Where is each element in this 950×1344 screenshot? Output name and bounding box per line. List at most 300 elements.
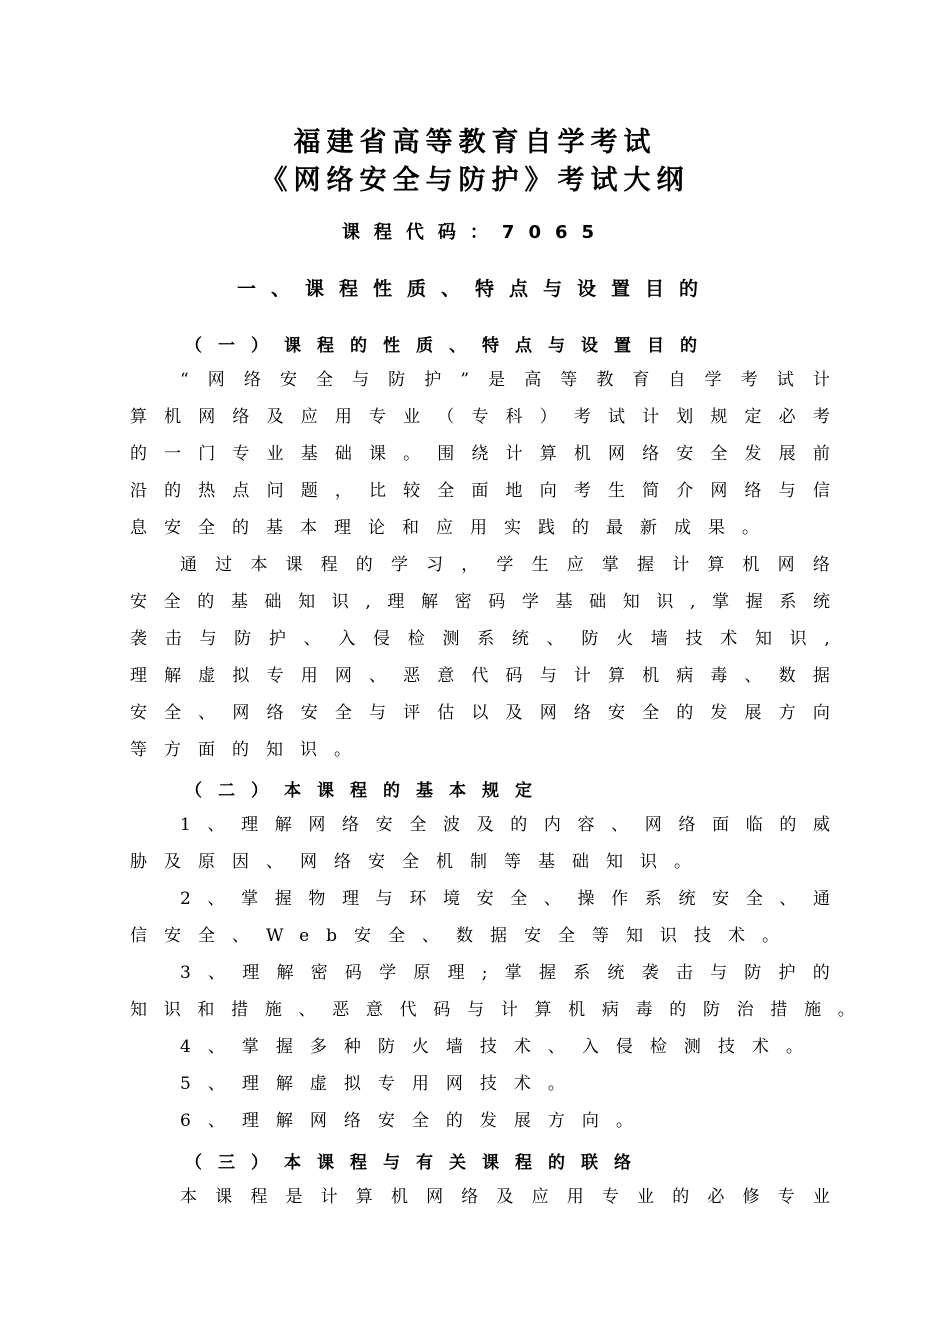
glyph: 简 (642, 481, 660, 501)
glyph: 墙 (445, 1037, 480, 1057)
glyph: 术 (720, 629, 738, 649)
paragraph-line (180, 1184, 830, 1210)
glyph: 比 (368, 481, 386, 501)
glyph: 统 (607, 963, 625, 983)
glyph: 安 (676, 444, 694, 464)
glyph: 通 (180, 555, 197, 575)
glyph: , (690, 592, 696, 612)
glyph: 专 (601, 1187, 619, 1207)
glyph: 生 (531, 555, 549, 575)
paragraph-line (130, 997, 855, 1023)
glyph: 、 (422, 926, 457, 946)
glyph: 向 (581, 1111, 616, 1131)
glyph: 理 (130, 666, 147, 686)
glyph: 与 (368, 703, 386, 723)
glyph: 、 (232, 926, 266, 946)
glyph: 的 (130, 444, 147, 464)
paragraph-line (130, 478, 830, 504)
glyph: 术 (751, 1037, 786, 1057)
glyph: 育 (632, 370, 650, 390)
glyph: 的 (672, 1187, 690, 1207)
glyph: 机 (642, 666, 660, 686)
glyph: 介 (676, 481, 694, 501)
glyph: 密 (454, 592, 472, 612)
glyph: 及 (496, 1187, 514, 1207)
glyph: 发 (744, 444, 762, 464)
glyph: 握 (275, 1037, 310, 1057)
glyph: 等 (130, 740, 164, 760)
glyph: 考 (573, 481, 591, 501)
glyph: 威 (813, 815, 830, 835)
glyph: 基 (555, 592, 573, 612)
glyph: 系 (779, 592, 797, 612)
glyph: 代 (471, 666, 489, 686)
glyph: 安 (712, 889, 730, 909)
glyph: 袭 (130, 629, 147, 649)
glyph: 络 (232, 407, 250, 427)
glyph: 环 (409, 889, 427, 909)
glyph: 理 (241, 1111, 276, 1131)
glyph: 络 (642, 444, 660, 464)
paragraph-line (180, 1108, 650, 1134)
glyph: 多 (309, 1037, 344, 1057)
glyph: 及 (164, 852, 198, 872)
glyph: 专 (232, 444, 250, 464)
glyph: 的 (355, 555, 373, 575)
glyph: 络 (744, 481, 762, 501)
paragraph-line (130, 441, 830, 467)
glyph: 握 (538, 963, 556, 983)
glyph: 算 (534, 1000, 552, 1020)
glyph: 课 (285, 555, 303, 575)
glyph: 络 (342, 815, 360, 835)
glyph: 与 (352, 370, 370, 390)
glyph: 地 (505, 481, 523, 501)
glyph: 全 (558, 926, 593, 946)
glyph: 展 (778, 444, 796, 464)
glyph: 安 (354, 926, 389, 946)
glyph: 必 (707, 1187, 725, 1207)
glyph: 考 (740, 370, 758, 390)
glyph: 护 (424, 370, 442, 390)
glyph: 的 (812, 963, 830, 983)
glyph: 及 (266, 407, 284, 427)
glyph: 。 (674, 852, 708, 872)
glyph: 网 (426, 1187, 444, 1207)
glyph: 课 (215, 1187, 233, 1207)
glyph: 与 (199, 629, 217, 649)
glyph: 全 (198, 926, 232, 946)
glyph: 计 (505, 444, 523, 464)
glyph: 防 (744, 963, 762, 983)
glyph: 、 (368, 666, 386, 686)
glyph: 过 (215, 555, 233, 575)
glyph: 络 (266, 703, 284, 723)
glyph: 学 (379, 963, 397, 983)
glyph: 识 (163, 1000, 181, 1020)
glyph: 网 (710, 481, 728, 501)
glyph: 展 (744, 703, 762, 723)
glyph: 专 (471, 407, 489, 427)
glyph: 网 (334, 666, 352, 686)
glyph: 发 (710, 703, 728, 723)
glyph: 网 (308, 815, 326, 835)
glyph: 意 (365, 1000, 383, 1020)
glyph: 高 (524, 370, 542, 390)
glyph: 本 (250, 555, 268, 575)
glyph: 全 (316, 370, 334, 390)
glyph: 解 (275, 1111, 310, 1131)
subsection-heading-2: （二）本课程的基本规定 (185, 781, 548, 801)
glyph: 理 (241, 1074, 276, 1094)
glyph: 、 (744, 666, 762, 686)
glyph: 计 (642, 407, 660, 427)
glyph: 全 (164, 703, 182, 723)
glyph: 网 (777, 555, 795, 575)
glyph: 、 (543, 889, 561, 909)
glyph: 的 (510, 815, 528, 835)
glyph: 果 (708, 518, 742, 538)
glyph: 络 (573, 703, 591, 723)
glyph: 检 (407, 629, 425, 649)
glyph: 治 (736, 1000, 754, 1020)
paragraph-line (180, 960, 830, 986)
glyph: 识 (331, 592, 349, 612)
glyph: 专 (777, 1187, 795, 1207)
glyph: 业 (637, 1187, 655, 1207)
glyph: 数 (456, 926, 491, 946)
paragraph-line (130, 737, 830, 763)
glyph: 、 (207, 815, 225, 835)
glyph: 4 (180, 1037, 208, 1057)
glyph: 措 (770, 1000, 788, 1020)
glyph: 击 (164, 629, 182, 649)
glyph: 础 (264, 592, 282, 612)
glyph: 术 (513, 1074, 548, 1094)
glyph: 试 (776, 370, 794, 390)
paragraph-line (180, 367, 830, 393)
glyph: 、 (198, 703, 216, 723)
glyph: 、 (207, 1074, 242, 1094)
glyph: 实 (504, 518, 538, 538)
glyph: 安 (524, 926, 559, 946)
glyph: 及 (505, 703, 523, 723)
glyph: （ (437, 407, 455, 427)
glyph: 握 (745, 592, 763, 612)
paragraph-line (180, 1034, 820, 1060)
glyph: 识 (300, 740, 334, 760)
glyph: 专 (266, 666, 284, 686)
glyph: 全 (710, 444, 728, 464)
glyph: 知 (754, 629, 772, 649)
glyph: 术 (513, 1037, 548, 1057)
glyph: , (824, 629, 830, 649)
glyph: , (365, 592, 371, 612)
glyph: 掌 (712, 592, 730, 612)
glyph: 、 (547, 1037, 582, 1057)
glyph: 计 (500, 1000, 518, 1020)
paragraph-line (130, 849, 830, 875)
glyph: 识 (640, 852, 674, 872)
glyph: 专 (368, 407, 386, 427)
glyph: 安 (164, 926, 198, 946)
glyph: 3 (180, 963, 191, 983)
glyph: 展 (513, 1111, 548, 1131)
glyph: 络 (678, 815, 696, 835)
glyph: 。 (403, 444, 421, 464)
glyph: 6 (180, 1111, 208, 1131)
glyph: 毒 (710, 666, 728, 686)
glyph: 及 (476, 815, 494, 835)
glyph: ） (539, 407, 557, 427)
glyph: 应 (436, 518, 470, 538)
glyph: 的 (676, 703, 694, 723)
glyph: 通 (813, 889, 830, 909)
glyph: 应 (566, 555, 584, 575)
glyph: 解 (164, 666, 182, 686)
glyph: 题 (300, 481, 318, 501)
glyph: 的 (779, 815, 797, 835)
title-line-1: 福建省高等教育自学考试 (293, 127, 657, 158)
glyph: 与 (467, 1000, 485, 1020)
glyph: 制 (470, 852, 504, 872)
glyph: 以 (471, 703, 489, 723)
glyph: 码 (488, 592, 506, 612)
glyph: 掌 (601, 555, 619, 575)
glyph: 解 (275, 1074, 310, 1094)
glyph: 技 (479, 1037, 514, 1057)
glyph: 毒 (635, 1000, 653, 1020)
glyph: 的 (232, 518, 266, 538)
glyph: 网 (644, 815, 662, 835)
glyph: 网 (539, 703, 557, 723)
glyph: 全 (411, 1111, 446, 1131)
glyph: 论 (368, 518, 402, 538)
glyph: 和 (197, 1000, 215, 1020)
glyph: 、 (207, 1111, 242, 1131)
glyph: 科 (505, 407, 523, 427)
glyph: 热 (198, 481, 216, 501)
glyph: 础 (589, 592, 607, 612)
glyph: 用 (566, 1187, 584, 1207)
glyph: ” (460, 370, 470, 390)
glyph: 全 (198, 518, 232, 538)
glyph: 络 (461, 1187, 479, 1207)
glyph: 算 (130, 407, 147, 427)
title-line-2: 《网络安全与防护》考试大纲 (260, 165, 690, 196)
glyph: 安 (130, 703, 147, 723)
glyph: 措 (231, 1000, 249, 1020)
glyph: 成 (674, 518, 708, 538)
glyph: 前 (812, 444, 830, 464)
glyph: 5 (180, 1074, 208, 1094)
glyph: 点 (232, 481, 250, 501)
glyph: 解 (276, 963, 294, 983)
glyph: 、 (298, 1000, 316, 1020)
glyph: 机 (390, 1187, 408, 1207)
glyph: 方 (164, 740, 198, 760)
glyph: 病 (676, 666, 694, 686)
glyph: 是 (488, 370, 506, 390)
glyph: 作 (611, 889, 629, 909)
glyph: 考 (812, 407, 830, 427)
glyph: 恶 (403, 666, 421, 686)
glyph: 安 (279, 370, 297, 390)
glyph: 统 (511, 629, 529, 649)
glyph: 知 (606, 852, 640, 872)
glyph: 密 (310, 963, 328, 983)
glyph: 的 (669, 1000, 687, 1020)
glyph: 据 (812, 666, 830, 686)
glyph: 防 (581, 629, 599, 649)
glyph: 全 (163, 592, 181, 612)
glyph: 统 (812, 592, 830, 612)
glyph: 理 (241, 815, 259, 835)
glyph: 知 (266, 740, 300, 760)
glyph: 施 (804, 1000, 822, 1020)
glyph: 护 (268, 629, 286, 649)
glyph: 解 (274, 815, 292, 835)
glyph: 习 (426, 555, 444, 575)
glyph: 术 (728, 926, 763, 946)
glyph: 等 (592, 926, 627, 946)
glyph: 握 (274, 889, 292, 909)
glyph: 程 (320, 555, 338, 575)
glyph: 向 (539, 481, 557, 501)
glyph: ， (334, 481, 352, 501)
glyph: 应 (531, 1187, 549, 1207)
glyph: 、 (303, 629, 321, 649)
glyph: 网 (445, 1074, 480, 1094)
glyph: 业 (812, 1187, 830, 1207)
paragraph-line (130, 515, 830, 541)
glyph: 技 (685, 629, 703, 649)
glyph: 测 (683, 1037, 718, 1057)
glyph: 意 (437, 666, 455, 686)
glyph: 安 (164, 518, 198, 538)
glyph: 入 (581, 1037, 616, 1057)
glyph: 袭 (641, 963, 659, 983)
glyph: 火 (616, 629, 634, 649)
glyph: 基 (538, 852, 572, 872)
glyph: “ (180, 370, 189, 390)
glyph: 计 (672, 555, 690, 575)
glyph: 方 (778, 703, 796, 723)
glyph: 、 (611, 815, 629, 835)
glyph: 络 (812, 555, 830, 575)
glyph: 网 (607, 444, 625, 464)
glyph: 知 (130, 1000, 147, 1020)
glyph: 知 (622, 592, 640, 612)
glyph: Web (266, 926, 355, 946)
glyph: 侵 (373, 629, 391, 649)
glyph: 虚 (309, 1074, 344, 1094)
glyph: 全 (388, 926, 423, 946)
glyph: ， (461, 555, 479, 575)
glyph: 学 (390, 555, 408, 575)
glyph: 息 (130, 518, 164, 538)
glyph: 识 (660, 926, 695, 946)
glyph: 评 (403, 703, 421, 723)
glyph: 拟 (232, 666, 250, 686)
glyph: 掌 (504, 963, 522, 983)
glyph: 技 (694, 926, 729, 946)
glyph: 的 (164, 481, 182, 501)
glyph: 问 (266, 481, 284, 501)
glyph: 规 (710, 407, 728, 427)
glyph: 一 (164, 444, 182, 464)
glyph: 识 (656, 592, 674, 612)
glyph: 全 (642, 703, 660, 723)
glyph: 理 (342, 889, 360, 909)
glyph: 络 (334, 852, 368, 872)
glyph: 码 (344, 963, 362, 983)
section-heading-1: 一、课程性质、特点与设置目的 (236, 278, 713, 300)
glyph: 修 (742, 1187, 760, 1207)
glyph: 知 (626, 926, 661, 946)
glyph: 波 (442, 815, 460, 835)
glyph: 物 (308, 889, 326, 909)
glyph: 专 (377, 1074, 412, 1094)
glyph: 全 (745, 889, 763, 909)
glyph: 据 (490, 926, 525, 946)
glyph: 火 (411, 1037, 446, 1057)
glyph: 、 (207, 889, 225, 909)
glyph: 、 (266, 852, 300, 872)
glyph: 、 (779, 889, 797, 909)
glyph: 虚 (198, 666, 216, 686)
course-code: 课程代码：7065 (341, 222, 609, 243)
glyph: 的 (572, 518, 606, 538)
glyph: 络 (343, 1111, 378, 1131)
glyph: 理 (242, 963, 260, 983)
glyph: 安 (130, 592, 147, 612)
glyph: 掌 (241, 889, 259, 909)
glyph: 临 (745, 815, 763, 835)
glyph: 基 (266, 518, 300, 538)
glyph: 、 (546, 629, 564, 649)
glyph: 程 (250, 1187, 268, 1207)
glyph: 学 (521, 592, 539, 612)
glyph: 沿 (130, 481, 147, 501)
paragraph-line (180, 552, 830, 578)
glyph: 估 (437, 703, 455, 723)
glyph: 施 (264, 1000, 282, 1020)
glyph: 安 (476, 889, 494, 909)
glyph: 计 (320, 1187, 338, 1207)
glyph: 统 (678, 889, 696, 909)
glyph: 践 (538, 518, 572, 538)
glyph: 。 (785, 1037, 820, 1057)
glyph: 划 (676, 407, 694, 427)
glyph: 业 (403, 407, 421, 427)
paragraph-line (130, 404, 830, 430)
glyph: 识 (789, 629, 807, 649)
glyph: 侵 (615, 1037, 650, 1057)
glyph: 基 (230, 592, 248, 612)
glyph: 课 (368, 444, 386, 464)
glyph: 理 (447, 963, 465, 983)
glyph: 的 (197, 592, 215, 612)
glyph: 病 (601, 1000, 619, 1020)
glyph: 络 (243, 370, 261, 390)
glyph: 种 (343, 1037, 378, 1057)
glyph: 较 (403, 481, 421, 501)
glyph: 防 (388, 370, 406, 390)
glyph: 1 (180, 815, 191, 835)
glyph: 面 (198, 740, 232, 760)
glyph: 教 (596, 370, 614, 390)
